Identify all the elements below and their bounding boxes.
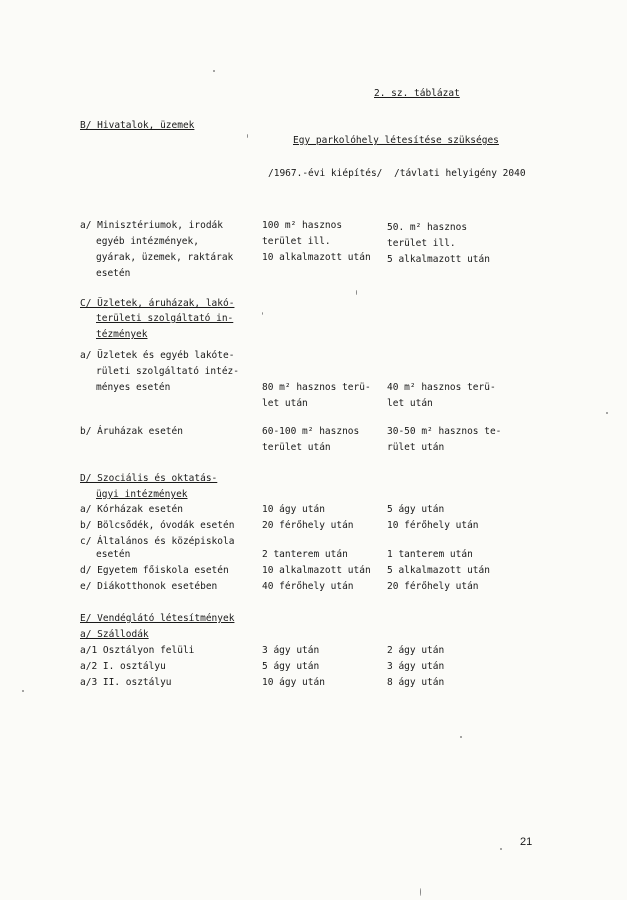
b-a-label-4: esetén [96,268,131,279]
c-b-current-2: terület után [262,442,331,453]
d-row-current: 40 férőhely után [262,581,354,592]
c-a-future-2: let után [387,398,433,409]
scan-speck [262,312,263,315]
d-row-future: 20 férőhely után [387,581,479,592]
header-title: Egy parkolóhely létesítése szükséges [293,135,499,146]
page-number: 21 [520,836,533,848]
d-row-future: 1 tanterem után [387,549,473,560]
column-current-header: /1967.-évi kiépítés/ [268,168,383,179]
c-a-future-1: 40 m² hasznos terü- [387,382,496,393]
scan-speck [500,848,502,850]
b-a-label-3: gyárak, üzemek, raktárak [96,252,234,263]
b-a-label-2: egyéb intézmények, [96,236,199,247]
section-c-heading-2: területi szolgáltató in- [96,313,234,324]
section-c-heading-1: C/ Üzletek, áruházak, lakó- [80,298,235,309]
e-row-label: a/2 I. osztályu [80,661,166,672]
c-b-current-1: 60-100 m² hasznos [262,426,360,437]
c-a-label-3: ményes esetén [96,382,171,393]
c-b-future-1: 30-50 m² hasznos te- [387,426,502,437]
c-a-label-2: rületi szolgáltató intéz- [96,366,239,377]
d-row-label: a/ Kórházak esetén [80,504,183,515]
c-b-future-2: rület után [387,442,445,453]
b-a-future-3: 5 alkalmazott után [387,254,490,265]
column-future-header: /távlati helyigény 2040 [394,168,526,179]
scan-speck [420,888,421,896]
d-row-label: c/ Általános és középiskola [80,536,235,547]
d-row-future: 10 férőhely után [387,520,479,531]
e-row-future: 3 ágy után [387,661,445,672]
table-label: 2. sz. táblázat [374,88,460,99]
e-row-label: a/1 Osztályon felüli [80,645,195,656]
scan-speck [247,134,248,138]
c-a-current-2: let után [262,398,308,409]
b-a-future-2: terület ill. [387,238,456,249]
d-row-label: b/ Bölcsődék, óvodák esetén [80,520,235,531]
c-a-label-1: a/ Üzletek és egyéb lakóte- [80,350,235,361]
e-row-future: 8 ágy után [387,677,445,688]
d-row-label: d/ Egyetem főiskola esetén [80,565,229,576]
section-e-a-heading: a/ Szállodák [80,629,149,640]
d-row-current: 20 férőhely után [262,520,354,531]
c-b-label: b/ Áruházak esetén [80,426,183,437]
d-row-future: 5 alkalmazott után [387,565,490,576]
d-row-current: 2 tanterem után [262,549,348,560]
b-a-current-3: 10 alkalmazott után [262,252,371,263]
d-row-current: 10 ágy után [262,504,325,515]
scan-speck [606,412,608,414]
section-b-heading: B/ Hivatalok, üzemek [80,120,195,131]
section-d-heading-2: ügyi intézmények [96,489,188,500]
d-row-current: 10 alkalmazott után [262,565,371,576]
e-row-current: 10 ágy után [262,677,325,688]
d-row-label-cont: esetén [96,549,131,560]
section-c-heading-3: tézmények [96,329,148,340]
b-a-current-1: 100 m² hasznos [262,220,343,231]
e-row-label: a/3 II. osztályu [80,677,172,688]
e-row-future: 2 ágy után [387,645,445,656]
b-a-future-1: 50. m² hasznos [387,222,468,233]
d-row-future: 5 ágy után [387,504,445,515]
e-row-current: 3 ágy után [262,645,320,656]
section-e-heading: E/ Vendéglátó létesítmények [80,613,235,624]
scan-speck [22,690,24,692]
section-d-heading-1: D/ Szociális és oktatás- [80,473,218,484]
scan-speck [356,290,357,295]
d-row-label: e/ Diákotthonok esetében [80,581,218,592]
b-a-label-1: a/ Minisztériumok, irodák [80,220,223,231]
scan-speck [460,736,462,738]
b-a-current-2: terület ill. [262,236,331,247]
c-a-current-1: 80 m² hasznos terü- [262,382,371,393]
scan-speck [213,70,215,72]
e-row-current: 5 ágy után [262,661,320,672]
